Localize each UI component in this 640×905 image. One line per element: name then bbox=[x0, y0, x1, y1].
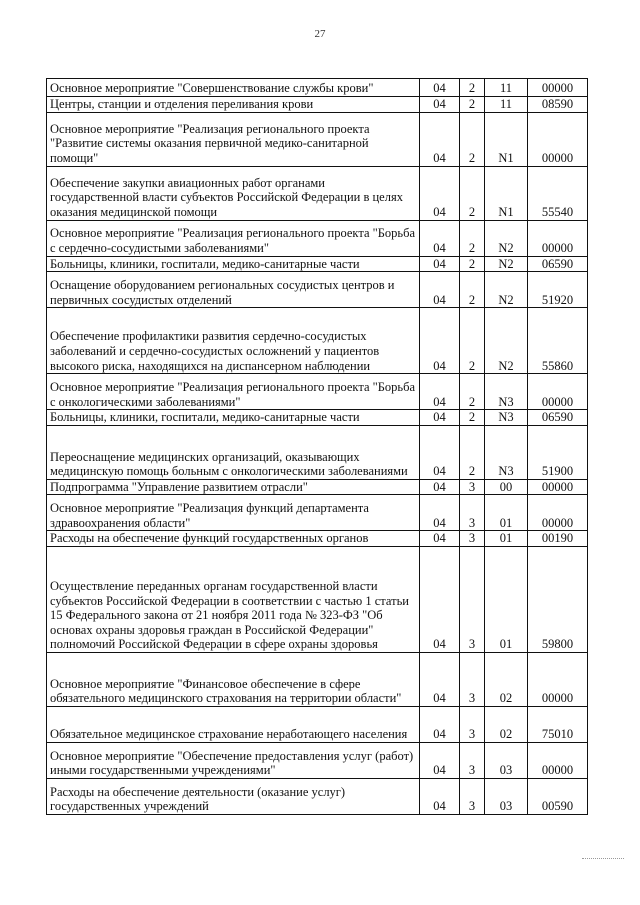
row-description: Оснащение оборудованием региональных сосудистых центров и первичных сосудистых отделений bbox=[47, 272, 420, 308]
activity-code: 01 bbox=[485, 495, 528, 531]
subprogram-code: 3 bbox=[460, 495, 485, 531]
table-row bbox=[47, 652, 588, 706]
activity-code: 02 bbox=[485, 652, 528, 706]
activity-code: N2 bbox=[485, 220, 528, 256]
subprogram-code: 2 bbox=[460, 256, 485, 272]
subprogram-code: 2 bbox=[460, 272, 485, 308]
row-description: Расходы на обеспечение функций государственных органов bbox=[47, 531, 420, 547]
section-code: 04 bbox=[420, 308, 460, 374]
row-description: Больницы, клиники, госпитали, медико-санитарные части bbox=[47, 256, 420, 272]
expense-code: 51900 bbox=[528, 425, 588, 479]
subprogram-code: 2 bbox=[460, 425, 485, 479]
row-description: Обязательное медицинское страхование неработающего населения bbox=[47, 706, 420, 742]
expense-code: 75010 bbox=[528, 706, 588, 742]
table-row bbox=[47, 166, 588, 220]
expense-code: 51920 bbox=[528, 272, 588, 308]
activity-code: 03 bbox=[485, 778, 528, 814]
activity-code: N1 bbox=[485, 112, 528, 166]
row-description: Осуществление переданных органам государственной власти субъектов Российской Федерации в соответствии с частью 1 статьи 15 Федерального закона от 21 ноября 2011 года № 323-ФЗ "Об основах охраны здоровья граждан в Российской Федерации" полномочий Российской Федерации в сфере охраны здоровья bbox=[47, 546, 420, 652]
row-description: Основное мероприятие "Реализация регионального проекта "Развитие системы оказания первичной медико-санитарной помощи" bbox=[47, 112, 420, 166]
subprogram-code: 2 bbox=[460, 374, 485, 410]
table-row bbox=[47, 220, 588, 256]
section-code: 04 bbox=[420, 374, 460, 410]
expense-code: 59800 bbox=[528, 546, 588, 652]
section-code: 04 bbox=[420, 479, 460, 495]
table-row bbox=[47, 495, 588, 531]
table-row bbox=[47, 778, 588, 814]
expense-code: 00000 bbox=[528, 79, 588, 97]
table-row bbox=[47, 531, 588, 547]
subprogram-code: 3 bbox=[460, 531, 485, 547]
section-code: 04 bbox=[420, 256, 460, 272]
table-row bbox=[47, 479, 588, 495]
row-description: Больницы, клиники, госпитали, медико-санитарные части bbox=[47, 410, 420, 426]
activity-code: 01 bbox=[485, 546, 528, 652]
row-description: Основное мероприятие "Реализация регионального проекта "Борьба с сердечно-сосудистыми заболеваниями" bbox=[47, 220, 420, 256]
expense-code: 55540 bbox=[528, 166, 588, 220]
section-code: 04 bbox=[420, 652, 460, 706]
table-row bbox=[47, 256, 588, 272]
subprogram-code: 2 bbox=[460, 308, 485, 374]
subprogram-code: 2 bbox=[460, 112, 485, 166]
activity-code: 03 bbox=[485, 742, 528, 778]
section-code: 04 bbox=[420, 112, 460, 166]
section-code: 04 bbox=[420, 97, 460, 113]
activity-code: N1 bbox=[485, 166, 528, 220]
row-description: Основное мероприятие "Финансовое обеспечение в сфере обязательного медицинского страхования на территории области" bbox=[47, 652, 420, 706]
expense-code: 55860 bbox=[528, 308, 588, 374]
expense-code: 06590 bbox=[528, 410, 588, 426]
section-code: 04 bbox=[420, 778, 460, 814]
section-code: 04 bbox=[420, 706, 460, 742]
expense-code: 00000 bbox=[528, 220, 588, 256]
activity-code: 02 bbox=[485, 706, 528, 742]
subprogram-code: 3 bbox=[460, 778, 485, 814]
subprogram-code: 3 bbox=[460, 479, 485, 495]
table-body bbox=[47, 79, 588, 815]
table-row bbox=[47, 112, 588, 166]
expense-code: 00000 bbox=[528, 652, 588, 706]
subprogram-code: 3 bbox=[460, 546, 485, 652]
table-row bbox=[47, 425, 588, 479]
subprogram-code: 2 bbox=[460, 166, 485, 220]
expense-code: 00000 bbox=[528, 479, 588, 495]
row-description: Основное мероприятие "Совершенствование службы крови" bbox=[47, 79, 420, 97]
subprogram-code: 3 bbox=[460, 706, 485, 742]
subprogram-code: 3 bbox=[460, 652, 485, 706]
table-row bbox=[47, 272, 588, 308]
expense-code: 06590 bbox=[528, 256, 588, 272]
expense-code: 00190 bbox=[528, 531, 588, 547]
subprogram-code: 3 bbox=[460, 742, 485, 778]
table-row bbox=[47, 546, 588, 652]
section-code: 04 bbox=[420, 742, 460, 778]
section-code: 04 bbox=[420, 272, 460, 308]
row-description: Основное мероприятие "Обеспечение предоставления услуг (работ) иными государственными учреждениями" bbox=[47, 742, 420, 778]
table-row bbox=[47, 97, 588, 113]
row-description: Подпрограмма "Управление развитием отрасли" bbox=[47, 479, 420, 495]
activity-code: 11 bbox=[485, 97, 528, 113]
section-code: 04 bbox=[420, 410, 460, 426]
row-description: Обеспечение закупки авиационных работ органами государственной власти субъектов Российской Федерации в целях оказания медицинской помощи bbox=[47, 166, 420, 220]
table-row bbox=[47, 410, 588, 426]
section-code: 04 bbox=[420, 546, 460, 652]
expense-code: 00000 bbox=[528, 374, 588, 410]
activity-code: N2 bbox=[485, 272, 528, 308]
activity-code: N3 bbox=[485, 425, 528, 479]
expense-code: 00000 bbox=[528, 742, 588, 778]
expense-code: 00590 bbox=[528, 778, 588, 814]
subprogram-code: 2 bbox=[460, 97, 485, 113]
section-code: 04 bbox=[420, 220, 460, 256]
table-row bbox=[47, 706, 588, 742]
page-number: 27 bbox=[314, 28, 326, 40]
activity-code: N2 bbox=[485, 308, 528, 374]
activity-code: N3 bbox=[485, 410, 528, 426]
activity-code: 11 bbox=[485, 79, 528, 97]
activity-code: N2 bbox=[485, 256, 528, 272]
table-row bbox=[47, 374, 588, 410]
row-description: Основное мероприятие "Реализация функций департамента здравоохранения области" bbox=[47, 495, 420, 531]
row-description: Переоснащение медицинских организаций, оказывающих медицинскую помощь больным с онкологическими заболеваниями bbox=[47, 425, 420, 479]
subprogram-code: 2 bbox=[460, 220, 485, 256]
budget-classification-table bbox=[46, 78, 588, 815]
table-row bbox=[47, 742, 588, 778]
subprogram-code: 2 bbox=[460, 410, 485, 426]
subprogram-code: 2 bbox=[460, 79, 485, 97]
row-description: Обеспечение профилактики развития сердечно-сосудистых заболеваний и сердечно-сосудистых осложнений у пациентов высокого риска, находящихся на диспансерном наблюдении bbox=[47, 308, 420, 374]
activity-code: N3 bbox=[485, 374, 528, 410]
section-code: 04 bbox=[420, 495, 460, 531]
section-code: 04 bbox=[420, 531, 460, 547]
expense-code: 08590 bbox=[528, 97, 588, 113]
footer-mark bbox=[582, 858, 624, 863]
activity-code: 01 bbox=[485, 531, 528, 547]
section-code: 04 bbox=[420, 425, 460, 479]
section-code: 04 bbox=[420, 166, 460, 220]
table-row bbox=[47, 79, 588, 97]
table-row bbox=[47, 308, 588, 374]
row-description: Центры, станции и отделения переливания крови bbox=[47, 97, 420, 113]
row-description: Расходы на обеспечение деятельности (оказание услуг) государственных учреждений bbox=[47, 778, 420, 814]
expense-code: 00000 bbox=[528, 112, 588, 166]
section-code: 04 bbox=[420, 79, 460, 97]
expense-code: 00000 bbox=[528, 495, 588, 531]
activity-code: 00 bbox=[485, 479, 528, 495]
row-description: Основное мероприятие "Реализация регионального проекта "Борьба с онкологическими заболеваниями" bbox=[47, 374, 420, 410]
